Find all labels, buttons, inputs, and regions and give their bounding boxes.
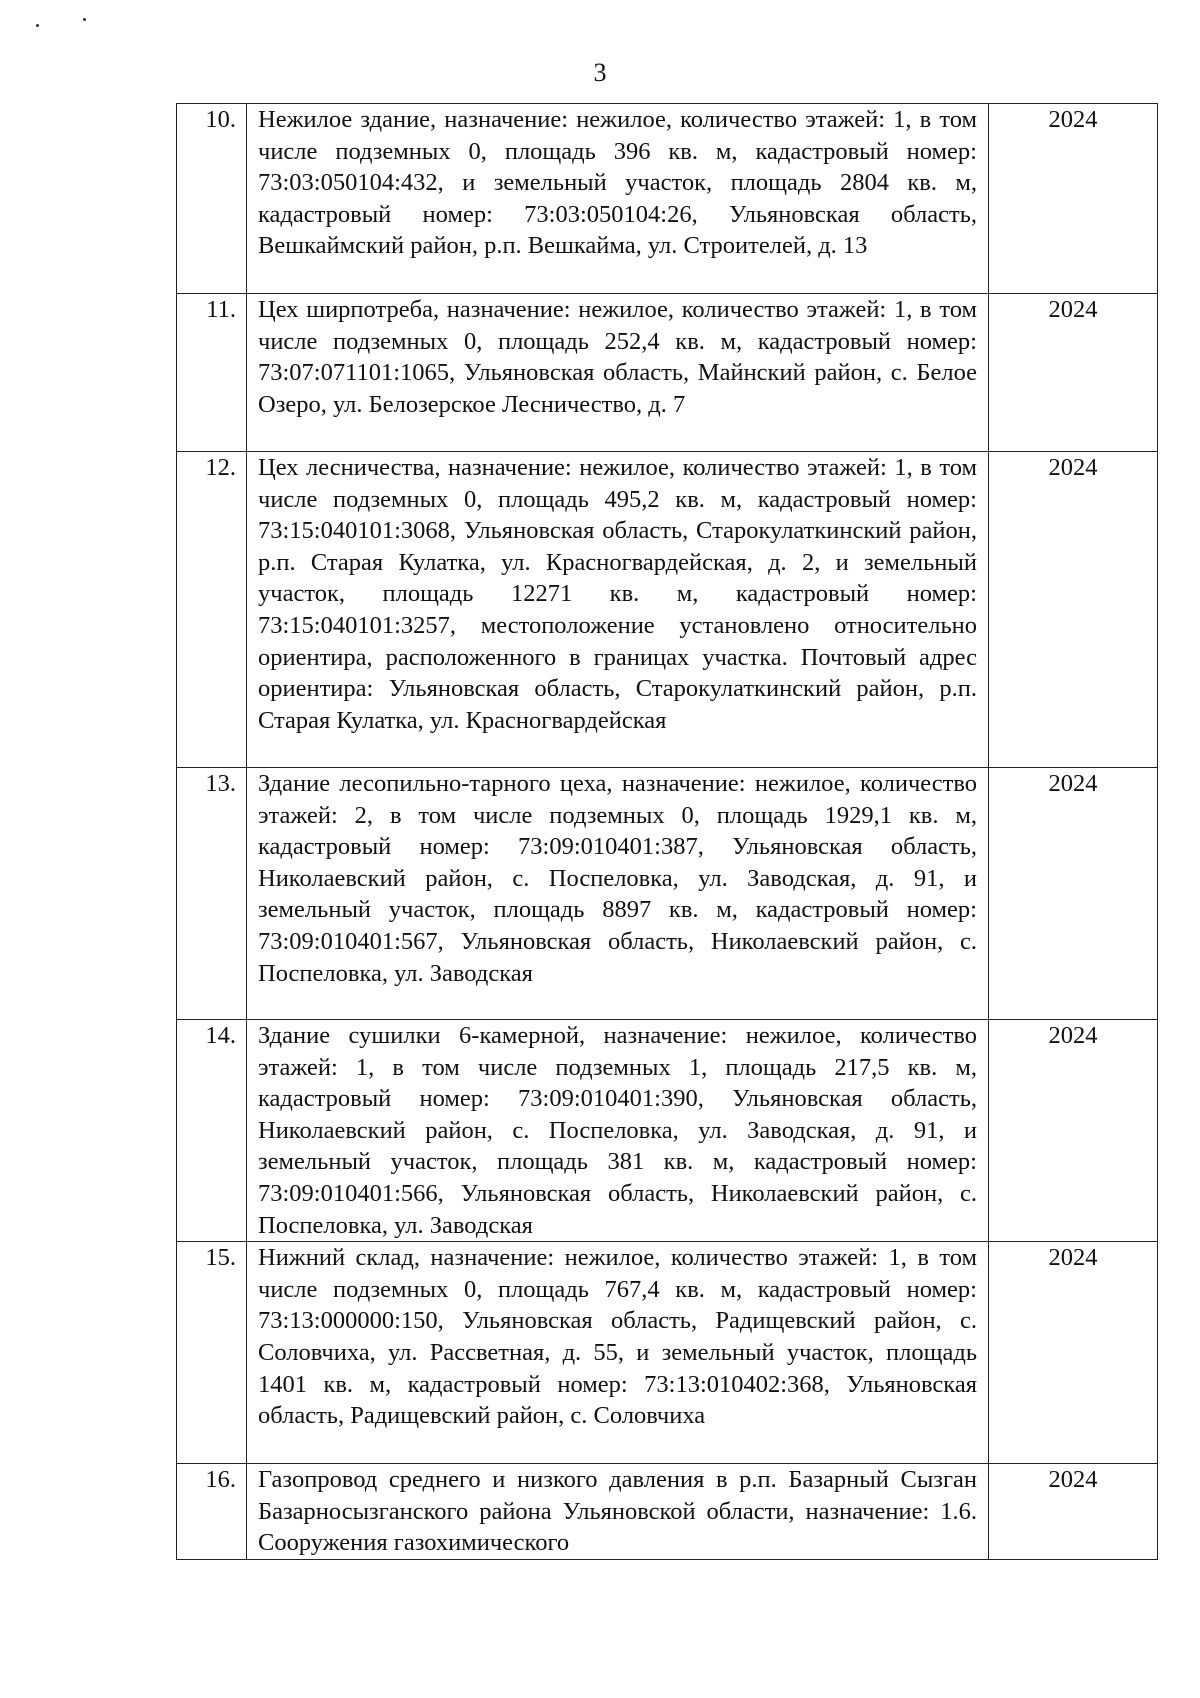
scan-speck xyxy=(83,18,86,21)
scan-speck xyxy=(36,24,39,27)
property-description: Газопровод среднего и низкого давления в р.п. Базарный Сызган Базарносызганского района Ульяновской области, назначение: 1.6. Сооружения газохимического xyxy=(247,1464,989,1560)
row-year: 2024 xyxy=(989,1242,1158,1464)
page-number: 3 xyxy=(593,58,607,87)
row-number: 12. xyxy=(177,452,247,768)
table-row xyxy=(177,452,1158,768)
row-number: 16. xyxy=(177,1464,247,1560)
row-year: 2024 xyxy=(989,294,1158,452)
row-year: 2024 xyxy=(989,1464,1158,1560)
table-row xyxy=(177,294,1158,452)
row-year: 2024 xyxy=(989,1020,1158,1242)
property-description: Цех ширпотреба, назначение: нежилое, количество этажей: 1, в том числе подземных 0, площадь 252,4 кв. м, кадастровый номер: 73:07:071101:1065, Ульяновская область, Майнский район, с. Белое Озеро, ул. Белозерское Лесничество, д. 7 xyxy=(247,294,989,452)
table-row xyxy=(177,1464,1158,1560)
table-row xyxy=(177,768,1158,1020)
row-year: 2024 xyxy=(989,452,1158,768)
row-number: 13. xyxy=(177,768,247,1020)
property-table xyxy=(176,103,1158,1560)
property-description: Нежилое здание, назначение: нежилое, количество этажей: 1, в том числе подземных 0, площадь 396 кв. м, кадастровый номер: 73:03:050104:432, и земельный участок, площадь 2804 кв. м, кадастровый номер: 73:03:050104:26, Ульяновская область, Вешкаймский район, р.п. Вешкайма, ул. Строителей, д. 13 xyxy=(247,104,989,294)
property-description: Здание лесопильно-тарного цеха, назначение: нежилое, количество этажей: 2, в том числе подземных 0, площадь 1929,1 кв. м, кадастровый номер: 73:09:010401:387, Ульяновская область, Николаевский район, с. Поспеловка, ул. Заводская, д. 91, и земельный участок, площадь 8897 кв. м, кадастровый номер: 73:09:010401:567, Ульяновская область, Николаевский район, с. Поспеловка, ул. Заводская xyxy=(247,768,989,1020)
row-year: 2024 xyxy=(989,768,1158,1020)
row-year: 2024 xyxy=(989,104,1158,294)
row-number: 11. xyxy=(177,294,247,452)
table-row xyxy=(177,1020,1158,1242)
property-description: Цех лесничества, назначение: нежилое, количество этажей: 1, в том числе подземных 0, площадь 495,2 кв. м, кадастровый номер: 73:15:040101:3068, Ульяновская область, Старокулаткинский район, р.п. Старая Кулатка, ул. Красногвардейская, д. 2, и земельный участок, площадь 12271 кв. м, кадастровый номер: 73:15:040101:3257, местоположение установлено относительно ориентира, расположенного в границах участка. Почтовый адрес ориентира: Ульяновская область, Старокулаткинский район, р.п. Старая Кулатка, ул. Красногвардейская xyxy=(247,452,989,768)
property-description: Здание сушилки 6-камерной, назначение: нежилое, количество этажей: 1, в том числе подземных 1, площадь 217,5 кв. м, кадастровый номер: 73:09:010401:390, Ульяновская область, Николаевский район, с. Поспеловка, ул. Заводская, д. 91, и земельный участок, площадь 381 кв. м, кадастровый номер: 73:09:010401:566, Ульяновская область, Николаевский район, с. Поспеловка, ул. Заводская xyxy=(247,1020,989,1242)
property-description: Нижний склад, назначение: нежилое, количество этажей: 1, в том числе подземных 0, площадь 767,4 кв. м, кадастровый номер: 73:13:000000:150, Ульяновская область, Радищевский район, с. Соловчиха, ул. Рассветная, д. 55, и земельный участок, площадь 1401 кв. м, кадастровый номер: 73:13:010402:368, Ульяновская область, Радищевский район, с. Соловчиха xyxy=(247,1242,989,1464)
table-row xyxy=(177,1242,1158,1464)
row-number: 15. xyxy=(177,1242,247,1464)
row-number: 14. xyxy=(177,1020,247,1242)
row-number: 10. xyxy=(177,104,247,294)
table-row xyxy=(177,104,1158,294)
